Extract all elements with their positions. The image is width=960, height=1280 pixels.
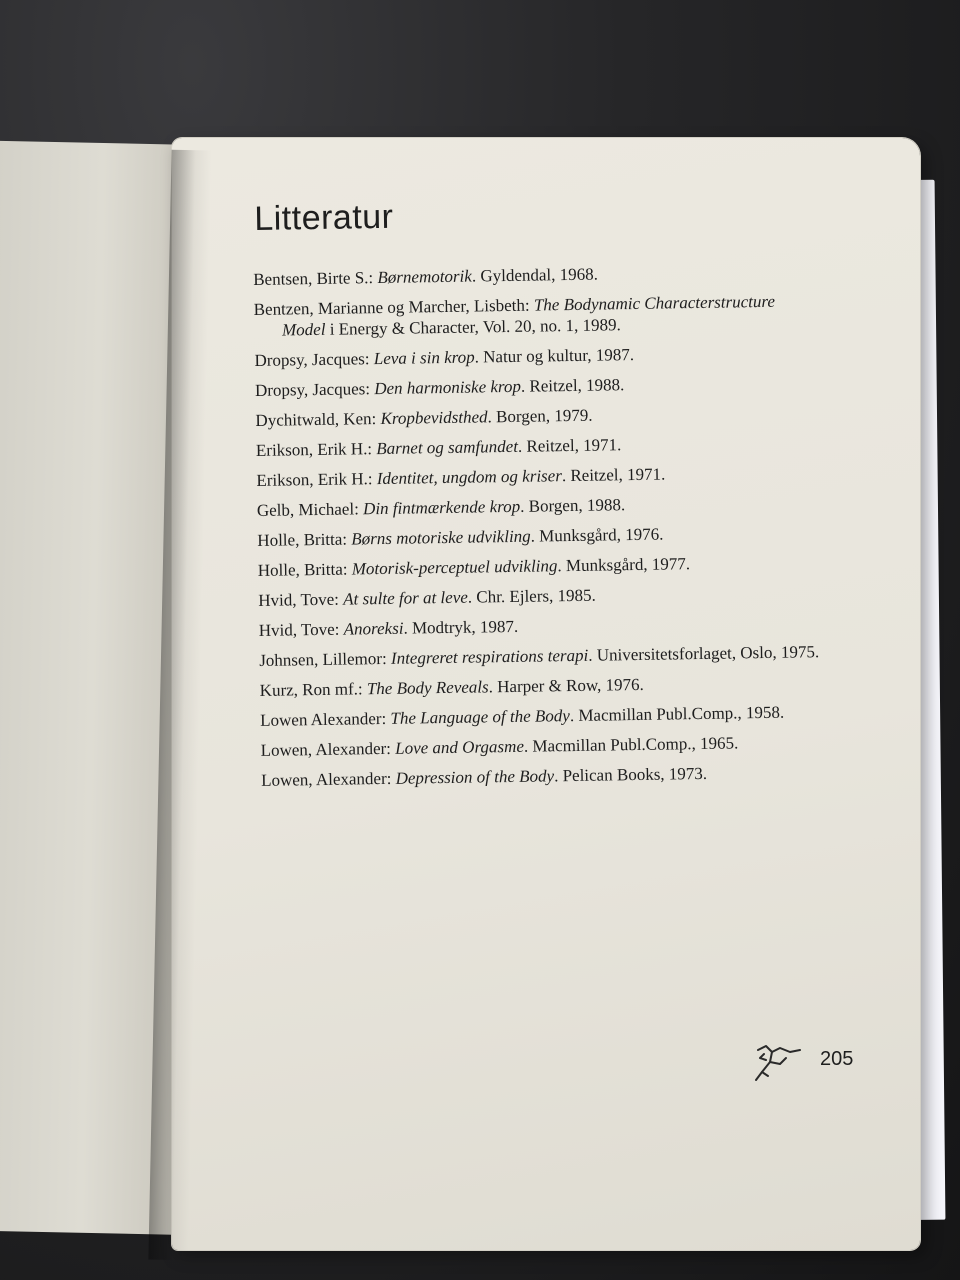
entry-author: Lowen Alexander: <box>260 708 391 730</box>
entry-author: Erikson, Erik H.: <box>256 469 377 490</box>
entry-title: Børnemotorik <box>377 266 473 288</box>
entry-publisher: . Modtryk, 1987. <box>403 616 519 638</box>
entry-title: Integreret respirations terapi <box>390 645 589 668</box>
entry-publisher: . Munksgård, 1977. <box>557 554 691 576</box>
entry-publisher: . Reitzel, 1971. <box>561 464 666 486</box>
entry-publisher: . Munksgård, 1976. <box>530 524 664 546</box>
bibliography-entry <box>257 521 817 551</box>
bibliography-content <box>252 191 821 800</box>
entry-author: Dropsy, Jacques: <box>254 379 375 400</box>
entry-title: At sulte for at leve <box>343 587 468 609</box>
bibliography-entry <box>255 401 815 431</box>
entry-author: Holle, Britta: <box>257 529 352 550</box>
stick-figure-logo-icon <box>750 1042 806 1086</box>
entry-author: Dychitwald, Ken: <box>255 409 381 430</box>
entry-title: The Body Reveals <box>366 677 489 699</box>
entry-publisher: . Borgen, 1988. <box>519 495 626 516</box>
bibliography-entry <box>255 371 815 401</box>
bibliography-entry <box>254 341 814 371</box>
entry-publisher: . Pelican Books, 1973. <box>553 763 708 786</box>
entry-author: Hvid, Tove: <box>258 619 344 640</box>
bibliography-entry <box>259 611 819 641</box>
entry-publisher: . Universitetsforlaget, Oslo, 1975. <box>588 642 820 665</box>
entry-author: Holle, Britta: <box>257 559 352 580</box>
entry-author: Dropsy, Jacques: <box>254 349 374 370</box>
bibliography-entry <box>254 290 815 341</box>
page-title: Litteratur <box>253 197 394 238</box>
entry-publisher: . Macmillan Publ.Comp., 1958. <box>569 702 785 726</box>
entry-publisher: . Harper & Row, 1976. <box>488 674 644 697</box>
bibliography-entry <box>260 731 820 761</box>
entry-author: Lowen, Alexander: <box>260 738 396 760</box>
entry-author: Hvid, Tove: <box>258 589 344 610</box>
entry-author: Erikson, Erik H.: <box>255 439 377 460</box>
bibliography-entry <box>256 431 816 461</box>
entry-publisher: . Reitzel, 1971. <box>517 435 622 456</box>
bibliography-entry <box>258 551 818 581</box>
bibliography-entry <box>256 461 816 491</box>
entry-title: The Bodynamic Characterstructure Model <box>281 291 776 340</box>
entry-title: Barnet og samfundet <box>376 436 519 459</box>
bibliography-entry <box>257 491 817 521</box>
entry-publisher: . Borgen, 1979. <box>487 405 593 427</box>
entry-title: Den harmoniske krop <box>374 376 522 399</box>
entry-author: Lowen, Alexander: <box>260 768 396 790</box>
bibliography-entry <box>258 581 818 611</box>
entry-title: Identitet, ungdom og kriser <box>376 466 563 489</box>
entry-title: Leva i sin krop <box>373 347 475 369</box>
entry-author: Bentsen, Birte S.: <box>253 268 378 289</box>
entry-author: Kurz, Ron mf.: <box>259 679 368 700</box>
bibliography-entry <box>261 761 821 791</box>
entry-author: Bentzen, Marianne og Marcher, Lisbeth: <box>253 295 535 319</box>
bibliography-entry <box>253 260 813 290</box>
bibliography-entry <box>259 641 819 671</box>
bibliography-entry <box>260 701 820 731</box>
entry-title: The Language of the Body <box>390 706 571 728</box>
entry-title: Depression of the Body <box>395 766 555 788</box>
bibliography-entry <box>260 671 820 701</box>
entry-title: Motorisk-perceptuel udvikling <box>351 556 558 579</box>
entry-publisher: . Macmillan Publ.Comp., 1965. <box>523 733 739 756</box>
entry-publisher: . Gyldendal, 1968. <box>471 264 599 286</box>
entry-publisher: i Energy & Character, Vol. 20, no. 1, 1989. <box>325 315 621 339</box>
entry-publisher: . Chr. Ejlers, 1985. <box>467 585 596 607</box>
entry-publisher: . Natur og kultur, 1987. <box>474 345 635 367</box>
entry-title: Kropbevidsthed <box>380 407 488 429</box>
entry-title: Love and Orgasme <box>395 736 525 758</box>
entry-title: Børns motoriske udvikling <box>351 526 531 549</box>
book-page <box>172 138 920 1250</box>
entry-title: Din fintmærkende krop <box>362 496 521 519</box>
entry-author: Johnsen, Lillemor: <box>259 648 392 670</box>
page-number: 205 <box>820 1048 854 1070</box>
bibliography-list <box>253 260 821 791</box>
entry-title: Anoreksi <box>343 618 404 639</box>
entry-publisher: . Reitzel, 1988. <box>520 375 625 396</box>
entry-author: Gelb, Michael: <box>256 499 364 520</box>
